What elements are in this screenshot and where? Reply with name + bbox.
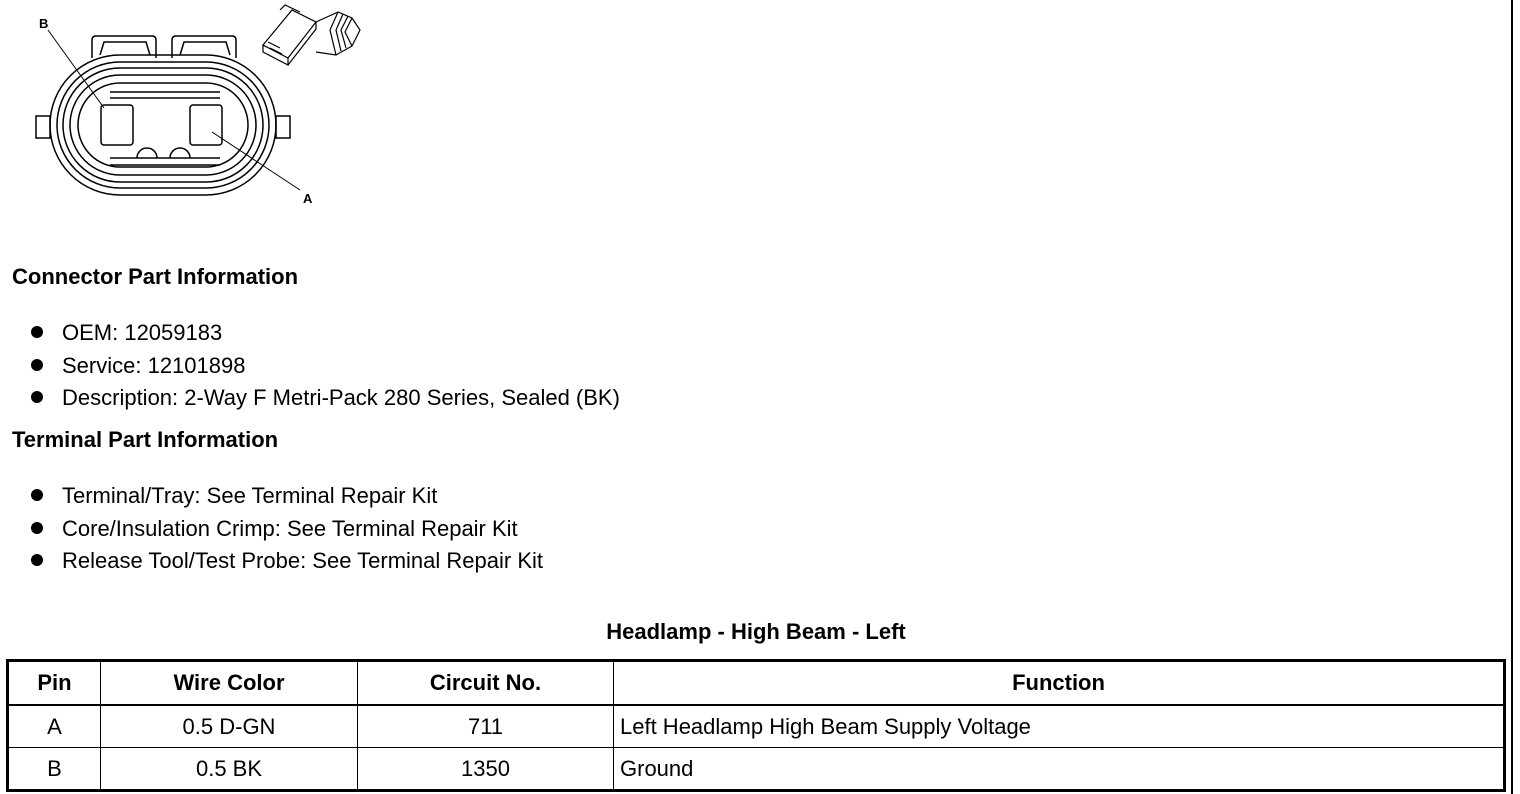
page-border-right xyxy=(1511,0,1513,794)
terminal-part-list xyxy=(30,483,543,581)
pin-a-callout: A xyxy=(303,191,313,206)
connector-part-list xyxy=(30,320,620,418)
connector-description: Description: 2-Way F Metri-Pack 280 Series, Sealed (BK) xyxy=(62,385,620,410)
list-item xyxy=(30,320,620,353)
cell-circuit: 711 xyxy=(358,705,614,748)
cell-function: Left Headlamp High Beam Supply Voltage xyxy=(614,705,1505,748)
cell-wire-color: 0.5 D-GN xyxy=(101,705,358,748)
cell-circuit: 1350 xyxy=(358,748,614,791)
terminal-tray: Terminal/Tray: See Terminal Repair Kit xyxy=(62,483,438,508)
cell-wire-color: 0.5 BK xyxy=(101,748,358,791)
col-header-wire-color: Wire Color xyxy=(101,661,358,706)
cell-function: Ground xyxy=(614,748,1505,791)
col-header-circuit: Circuit No. xyxy=(358,661,614,706)
terminal-crimp: Core/Insulation Crimp: See Terminal Repair Kit xyxy=(62,515,518,541)
terminal-part-info-heading: Terminal Part Information xyxy=(12,427,279,452)
list-item xyxy=(30,483,543,516)
connector-service: Service: 12101898 xyxy=(62,352,246,378)
list-item xyxy=(30,516,543,549)
pin-table-title: Headlamp - High Beam - Left xyxy=(606,619,906,644)
table-header-row xyxy=(8,661,1505,706)
list-item xyxy=(30,385,620,418)
table-row xyxy=(8,705,1505,748)
list-item xyxy=(30,353,620,386)
col-header-function: Function xyxy=(614,661,1505,706)
terminal-release-tool: Release Tool/Test Probe: See Terminal Repair Kit xyxy=(62,548,543,573)
connector-oem: OEM: 12059183 xyxy=(62,320,223,345)
cell-pin: B xyxy=(8,748,101,791)
list-item xyxy=(30,548,543,581)
connector-part-info-heading: Connector Part Information xyxy=(12,264,299,289)
connector-3d-icon xyxy=(263,5,360,65)
pin-table xyxy=(6,659,1506,792)
bullet-icon xyxy=(31,554,43,566)
bullet-icon xyxy=(31,326,43,338)
bullet-icon xyxy=(31,522,43,534)
pin-b-callout: B xyxy=(39,16,49,31)
col-header-pin: Pin xyxy=(8,661,101,706)
bullet-icon xyxy=(31,359,43,371)
bullet-icon xyxy=(31,391,43,403)
table-row xyxy=(8,748,1505,791)
bullet-icon xyxy=(31,489,43,501)
cell-pin: A xyxy=(8,705,101,748)
connector-face-diagram xyxy=(0,0,380,215)
